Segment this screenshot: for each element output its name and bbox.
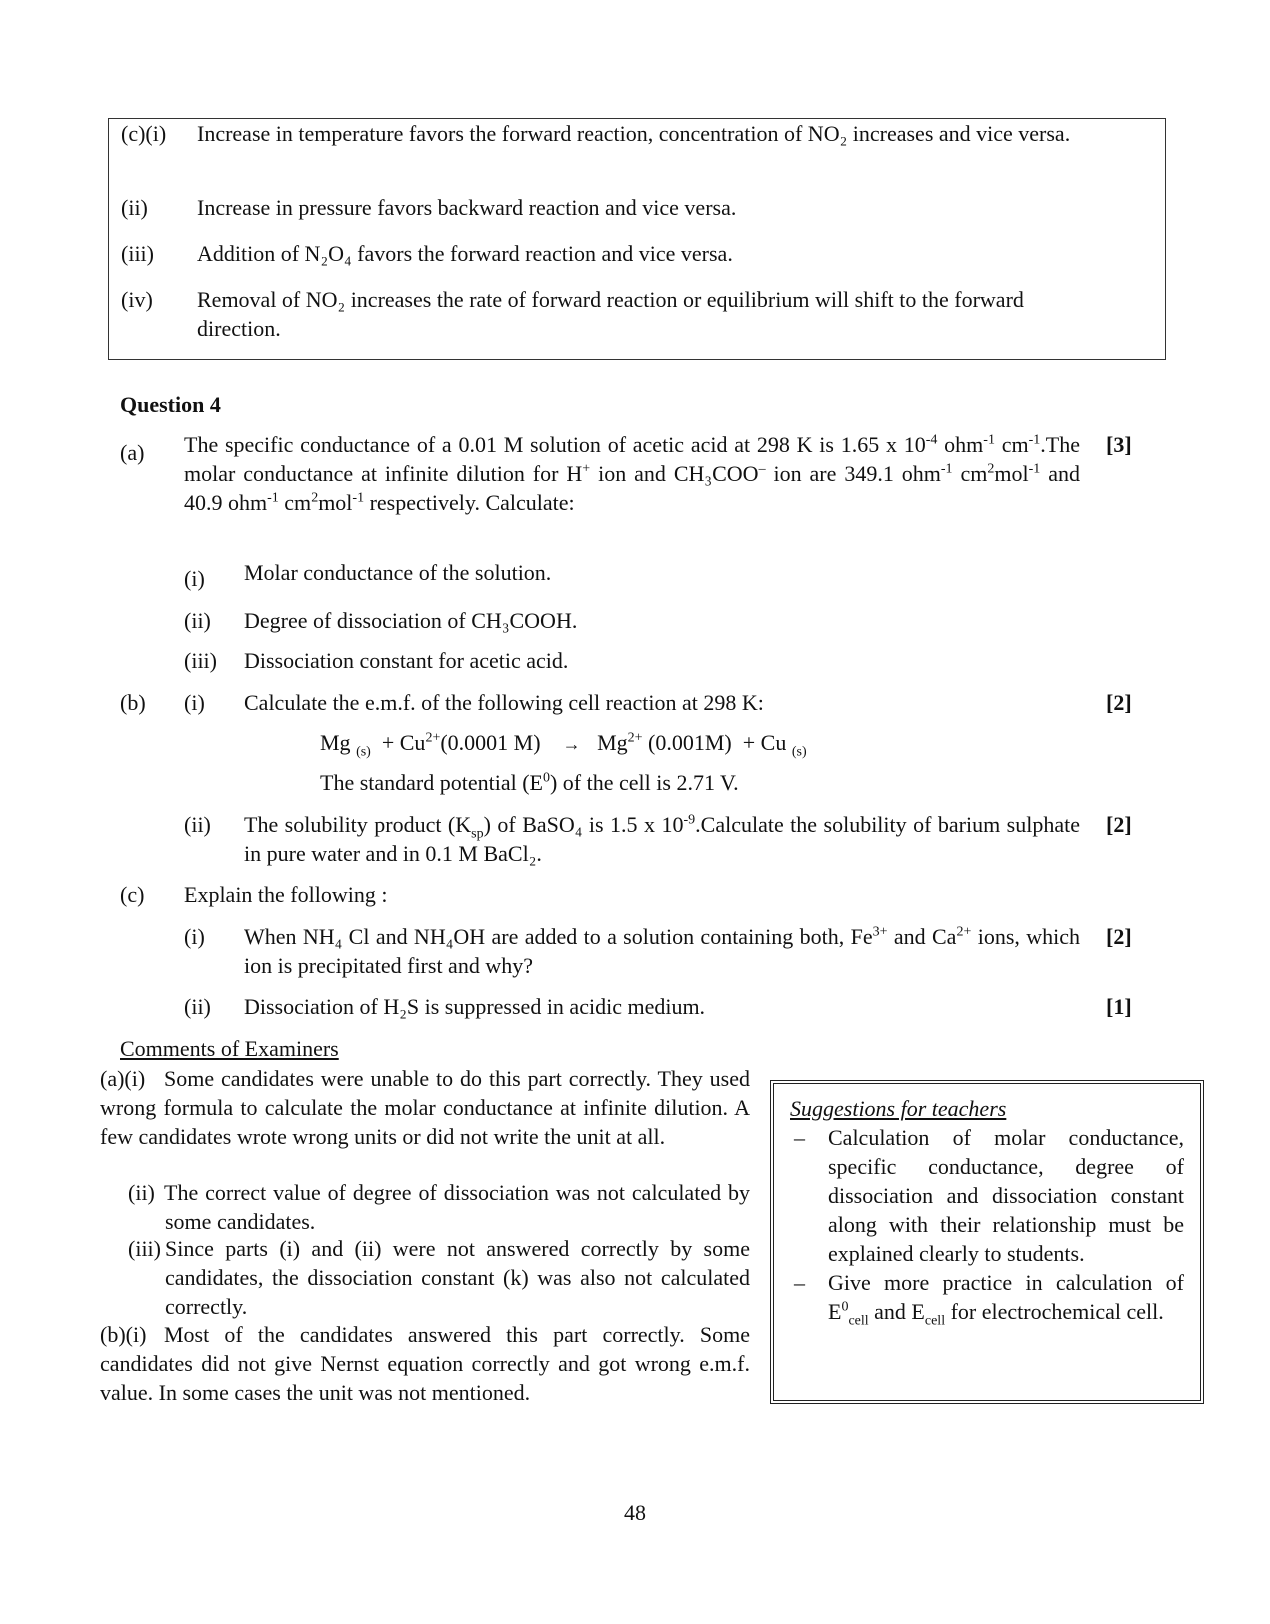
part-b-ii-text: The solubility product $(K_{sp})$ of BaSO₄ is 1.5 x $10^{-9}.Calculate$ the solubility of barium sulphate in pure water and in 0.1 M BaCl₂. [244, 812, 1080, 866]
suggestions-box [770, 1080, 1204, 1404]
part-c-intro: Explain the following : [184, 882, 388, 907]
part-c-i-text: When NH₄ Cl and NH₄OH are added to a solution containing both, $Fe^{3+}$ and $Ca^{2+}$ ions, which ion is precipitated first and why? [244, 924, 1081, 978]
comment-b-i: (b)(i) Most of the candidates answered this part correctly. Some candidates did not give Nernst equation correctly and got wrong e.m.f. value. In some cases the unit was not mentioned. [100, 1322, 750, 1405]
part-c-i-label: (i) [184, 924, 205, 949]
page-number: 48 [624, 1500, 646, 1525]
part-c-ii-label: (ii) [184, 994, 211, 1019]
answer-text-iii: Addition of N₂O₄ favors the forward reaction and vice versa. [197, 241, 733, 266]
comment-a-ii: (ii) The correct value of degree of dissociation was not calculated by some candidates. [128, 1180, 750, 1234]
part-a-marks: [3] [1106, 432, 1132, 457]
answer-label-ii: (ii) [121, 195, 148, 220]
part-c-label: (c) [120, 882, 145, 907]
cell-reaction-equation: Mg $_{(s)} + Cu^{2+}(0.0001$ M) → $Mg^{2+}$ (0.001M) + Cu $_{(s)}$ [320, 730, 807, 760]
standard-potential: The standard potential $(E^0)$ of the cell is 2.71 V. [320, 770, 739, 795]
answer-label-ci: (c)(i) [121, 121, 167, 146]
comments-title: Comments of Examiners [120, 1036, 339, 1061]
part-a-sub-i-label: (i) [184, 566, 205, 591]
part-a-sub-iii-label: (iii) [184, 648, 217, 673]
suggestion-item-1: – Calculation of molar conductance, specific conductance, degree of dissociation and dissociation constant along with their relationship must be explained clearly to students. [794, 1125, 1184, 1266]
part-b-i-label: (i) [184, 690, 205, 715]
part-b-i-text: Calculate the e.m.f. of the following cell reaction at 298 K: [244, 690, 764, 715]
part-c-i-marks: [2] [1106, 924, 1132, 949]
question-title: Question 4 [120, 392, 221, 417]
part-a-sub-ii-label: (ii) [184, 608, 211, 633]
answer-text-ci: Increase in temperature favors the forward reaction, concentration of NO₂ increases and vice versa. [197, 121, 1071, 146]
part-a-sub-i-text: Molar conductance of the solution. [244, 560, 552, 585]
part-b-i-marks: [2] [1106, 690, 1132, 715]
part-a-text: The specific conductance of a 0.01 M solution of acetic acid at 298 K is 1.65 x $10^{-4}$ ohm$^{-1}$ $cm^{-1}.The$ molar conductance at infinite dilution for H+ ion and CH₃COO– ion are 349.1 ohm$^{-1}$ $cm^2mol^{-1}$ and 40.9 ohm$^{-1}$ $cm^2mol^{-1}$ respectively. Calculate: [184, 432, 1080, 515]
answer-label-iv: (iv) [121, 287, 153, 312]
arrow-icon: → [562, 734, 581, 754]
answer-box [108, 118, 1166, 360]
dash-bullet-icon: – [794, 1270, 805, 1295]
part-c-ii-marks: [1] [1106, 994, 1132, 1019]
suggestions-title: Suggestions for teachers [790, 1096, 1007, 1121]
suggestion-item-2: – Give more practice in calculation of $E^0_{cell}$ and $E_{cell}$ for electrochemical cell. [794, 1270, 1184, 1329]
part-a-sub-iii-text: Dissociation constant for acetic acid. [244, 648, 569, 673]
comment-a-iii: (iii) Since parts (i) and (ii) were not answered correctly by some candidates, the dissociation constant (k) was also not calculated correctly. [128, 1236, 750, 1319]
dash-bullet-icon: – [794, 1125, 805, 1150]
part-a-label: (a) [120, 440, 145, 465]
part-a-sub-ii-text: Degree of dissociation of CH₃COOH. [244, 608, 578, 633]
comment-a-i: (a)(i) Some candidates were unable to do this part correctly. They used wrong formula to calculate the molar conductance at infinite dilution. A few candidates wrote wrong units or did not write the unit at all. [100, 1066, 750, 1149]
answer-label-iii: (iii) [121, 241, 154, 266]
part-b-ii-marks: [2] [1106, 812, 1132, 837]
answer-text-ii: Increase in pressure favors backward reaction and vice versa. [197, 195, 737, 220]
answer-text-iv: Removal of NO₂ increases the rate of forward reaction or equilibrium will shift to the forward direction. [197, 287, 1024, 341]
part-b-ii-label: (ii) [184, 812, 211, 837]
part-c-ii-text: Dissociation of H₂S is suppressed in acidic medium. [244, 994, 706, 1019]
part-b-label: (b) [120, 690, 146, 715]
